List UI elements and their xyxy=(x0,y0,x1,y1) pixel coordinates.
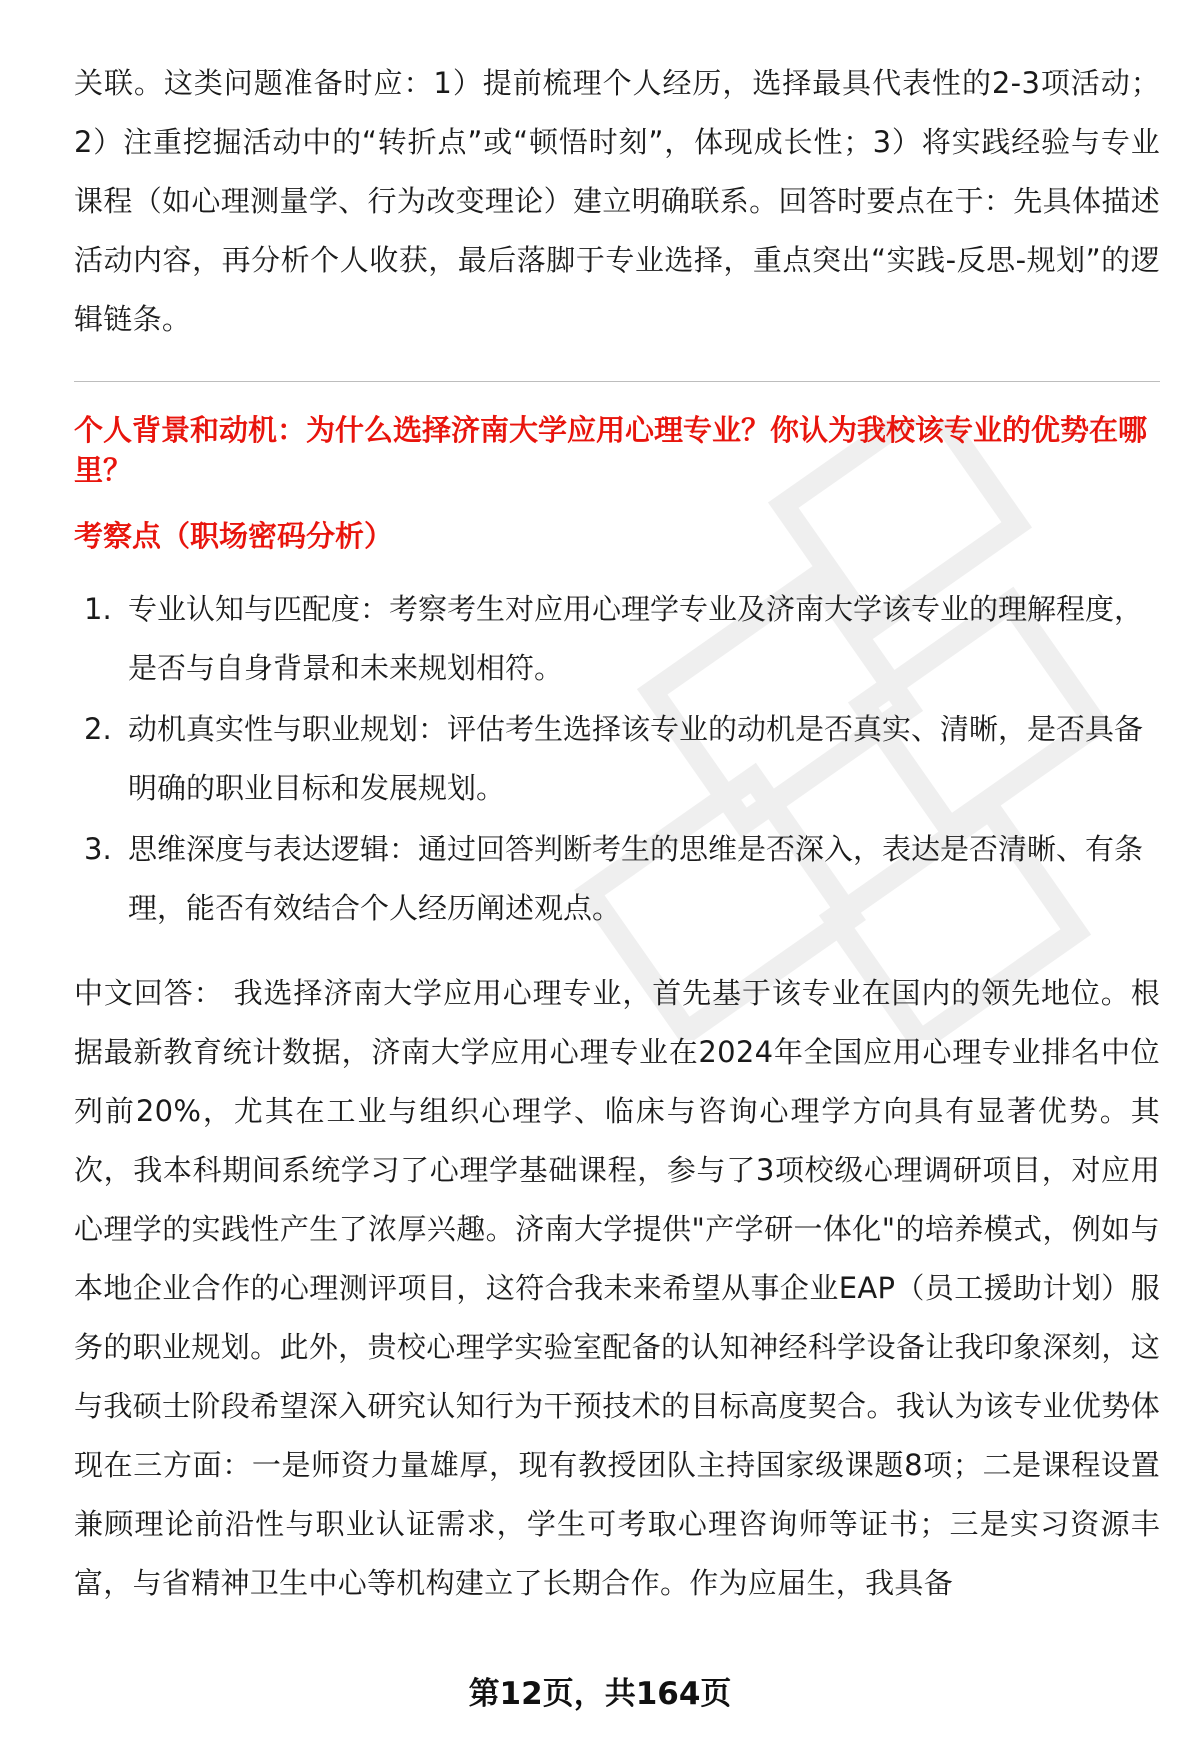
page-footer: 第12页，共164页 xyxy=(468,1676,732,1712)
list-item-text: 思维深度与表达逻辑：通过回答判断考生的思维是否深入，表达是否清晰、有条理，能否有效结合个人经历阐述观点。 xyxy=(128,832,1144,925)
list-item-text: 动机真实性与职业规划：评估考生选择该专业的动机是否真实、清晰，是否具备明确的职业目标和发展规划。 xyxy=(128,712,1144,805)
section-divider xyxy=(74,381,1160,382)
list-item-text: 专业认知与匹配度：考察考生对应用心理学专业及济南大学该专业的理解程度，是否与自身背景和未来规划相符。 xyxy=(128,592,1144,685)
answer-paragraph: 中文回答： 我选择济南大学应用心理专业，首先基于该专业在国内的领先地位。根据最新教育统计数据，济南大学应用心理专业在2024年全国应用心理专业排名中位列前20%，尤其在工业与组织心理学、临床与咨询心理学方向具有显著优势。其次，我本科期间系统学习了心理学基础课程，参与了3项校级心理调研项目，对应用心理学的实践性产生了浓厚兴趣。济南大学提供"产学研一体化"的培养模式，例如与本地企业合作的心理测评项目，这符合我未来希望从事企业EAP（员工援助计划）服务的职业规划。此外，贵校心理学实验室配备的认知神经科学设备让我印象深刻，这与我硕士阶段希望深入研究认知行为干预技术的目标高度契合。我认为该专业优势体现在三方面：一是师资力量雄厚，现有教授团队主持国家级课题8项；二是课程设置兼顾理论前沿性与职业认证需求，学生可考取心理咨询师等证书；三是实习资源丰富，与省精神卫生中心等机构建立了长期合作。作为应届生，我具备 xyxy=(74,976,1160,1600)
list-item xyxy=(74,700,1160,818)
list-item xyxy=(74,580,1160,698)
list-item-number: 1. xyxy=(84,592,112,626)
focus-heading: 考察点（职场密码分析） xyxy=(74,519,394,553)
document-page xyxy=(74,54,1160,1613)
focus-point-list xyxy=(74,580,1160,938)
interview-question: 个人背景和动机：为什么选择济南大学应用心理专业？你认为我校该专业的优势在哪里？ xyxy=(74,413,1148,487)
list-item-number: 3. xyxy=(84,832,112,866)
list-item-number: 2. xyxy=(84,712,112,746)
list-item xyxy=(74,820,1160,938)
intro-paragraph: 关联。这类问题准备时应：1）提前梳理个人经历，选择最具代表性的2-3项活动；2）注重挖掘活动中的“转折点”或“顿悟时刻”，体现成长性；3）将实践经验与专业课程（如心理测量学、行为改变理论）建立明确联系。回答时要点在于：先具体描述活动内容，再分析个人收获，最后落脚于专业选择，重点突出“实践-反思-规划”的逻辑链条。 xyxy=(74,66,1160,336)
